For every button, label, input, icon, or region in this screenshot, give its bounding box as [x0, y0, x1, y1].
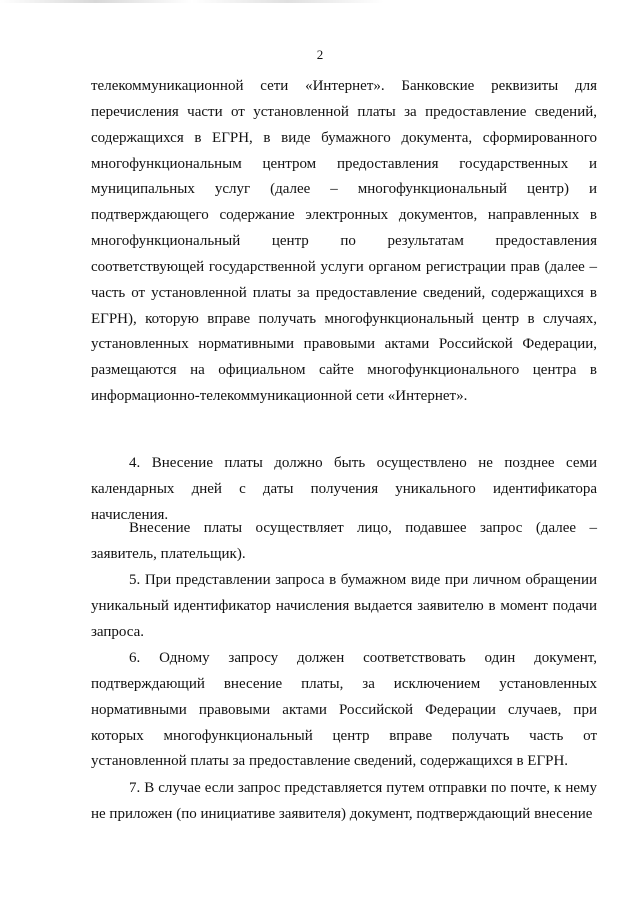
paragraph-text: 7. В случае если запрос представляется путем отправки по почте, к нему не приложен (по инициативе заявителя) документ, подтверждающий внесение — [91, 780, 597, 822]
paragraph-text: 5. При представлении запроса в бумажном виде при личном обращении уникальный идентификатор начисления выдается заявителю в момент подачи запроса. — [91, 572, 597, 640]
paragraph-text: 6. Одному запросу должен соответствовать один документ, подтверждающий внесение платы, за исключением установленных нормативными правовыми актами Российской Федерации случаев, при которых многофункциональный центр вправе получать часть от установленной платы за предоставление сведений, содержащихся в ЕГРН. — [91, 650, 597, 770]
document-paragraph-payer — [91, 516, 597, 568]
paragraph-text: телекоммуникационной сети «Интернет». Банковские реквизиты для перечисления части от установленной платы за предоставление сведений, содержащихся в ЕГРН, в виде бумажного документа, сформированного многофункциональным центром предоставления государственных и муниципальных услуг (далее – многофункциональный центр) и подтверждающего содержание электронных документов, направленных в многофункциональный центр по результатам предоставления соответствующей государственной услуги органом регистрации прав (далее – часть от установленной платы за предоставление сведений, содержащихся в ЕГРН), которую вправе получать многофункциональный центр в случаях, установленных нормативными правовыми актами Российской Федерации, размещаются на официальном сайте многофункционального центра в информационно-телекоммуникационной сети «Интернет». — [91, 78, 597, 405]
document-paragraph-continuation — [91, 74, 597, 410]
scan-top-edge — [0, 0, 640, 3]
document-paragraph-item-7 — [91, 776, 597, 828]
paragraph-text: Внесение платы осуществляет лицо, подавшее запрос (далее – заявитель, плательщик). — [91, 520, 597, 562]
document-paragraph-item-6 — [91, 646, 597, 775]
paragraph-text: 4. Внесение платы должно быть осуществлено не позднее семи календарных дней с даты получения уникального идентификатора начисления. — [91, 455, 597, 523]
page-number: 2 — [316, 47, 324, 62]
document-paragraph-item-5 — [91, 568, 597, 646]
